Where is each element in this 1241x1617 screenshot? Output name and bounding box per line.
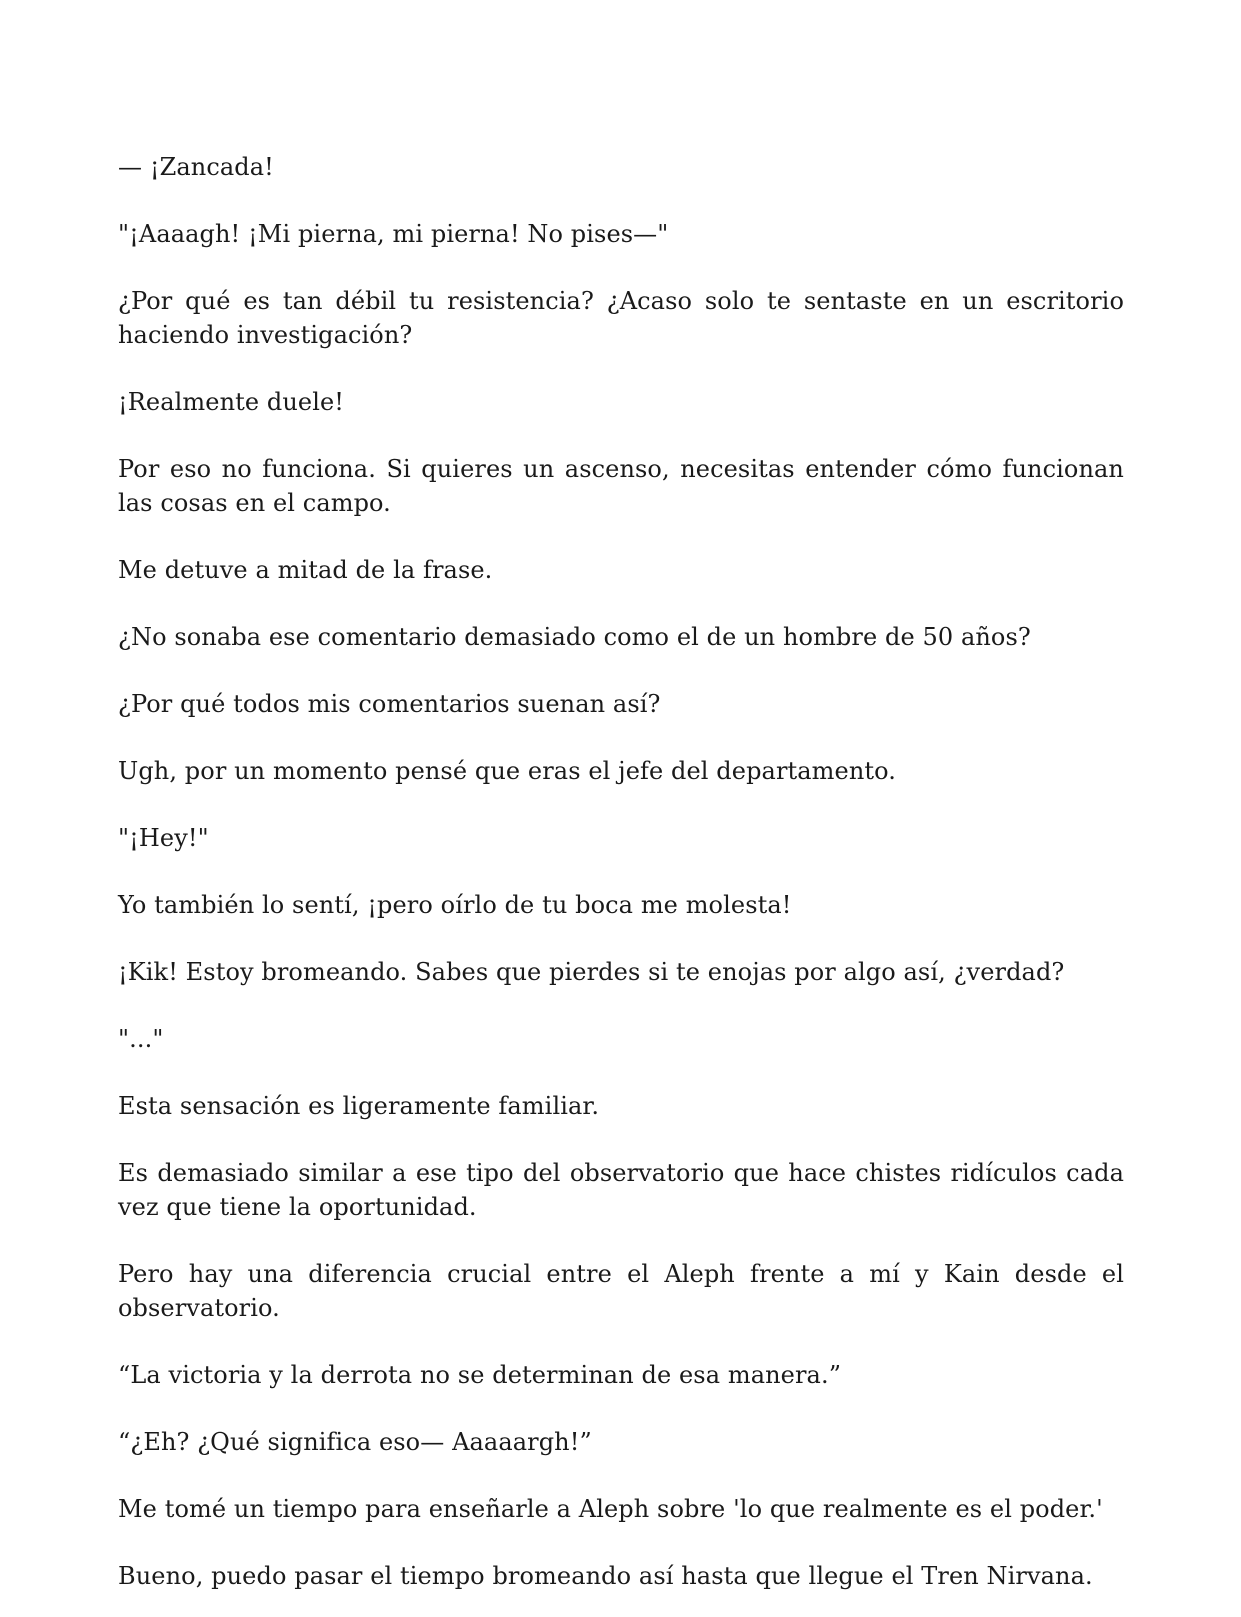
paragraph: Es demasiado similar a ese tipo del observatorio que hace chistes ridículos cada vez que tiene la oportunidad. xyxy=(118,1159,1124,1221)
paragraph: Esta sensación es ligeramente familiar. xyxy=(118,1092,600,1120)
paragraph: Bueno, puedo pasar el tiempo bromeando así hasta que llegue el Tren Nirvana. xyxy=(118,1562,1093,1590)
paragraph: ¿Por qué todos mis comentarios suenan así? xyxy=(118,690,661,718)
paragraph: ¿No sonaba ese comentario demasiado como el de un hombre de 50 años? xyxy=(118,623,1031,651)
paragraph: ¿Por qué es tan débil tu resistencia? ¿Acaso solo te sentaste en un escritorio haciendo investigación? xyxy=(118,287,1124,349)
paragraph: “La victoria y la derrota no se determinan de esa manera.” xyxy=(118,1361,842,1389)
paragraph: ¡Kik! Estoy bromeando. Sabes que pierdes si te enojas por algo así, ¿verdad? xyxy=(118,958,1065,986)
paragraph: "¡Aaaagh! ¡Mi pierna, mi pierna! No pises—" xyxy=(118,220,669,248)
paragraph: Pero hay una diferencia crucial entre el Aleph frente a mí y Kain desde el observatorio. xyxy=(118,1260,1124,1322)
paragraph: "¡Hey!" xyxy=(118,824,209,852)
paragraph: “¿Eh? ¿Qué significa eso— Aaaaargh!” xyxy=(118,1428,592,1456)
paragraph: Me tomé un tiempo para enseñarle a Aleph sobre 'lo que realmente es el poder.' xyxy=(118,1495,1103,1523)
paragraph: "..." xyxy=(118,1025,164,1053)
paragraph: — ¡Zancada! xyxy=(118,153,274,181)
paragraph: Por eso no funciona. Si quieres un ascenso, necesitas entender cómo funcionan las cosas en el campo. xyxy=(118,455,1124,517)
document-body xyxy=(118,150,1124,1617)
paragraph: Ugh, por un momento pensé que eras el jefe del departamento. xyxy=(118,757,896,785)
paragraph: Me detuve a mitad de la frase. xyxy=(118,556,493,584)
paragraph: Yo también lo sentí, ¡pero oírlo de tu boca me molesta! xyxy=(118,891,792,919)
paragraph: ¡Realmente duele! xyxy=(118,388,345,416)
